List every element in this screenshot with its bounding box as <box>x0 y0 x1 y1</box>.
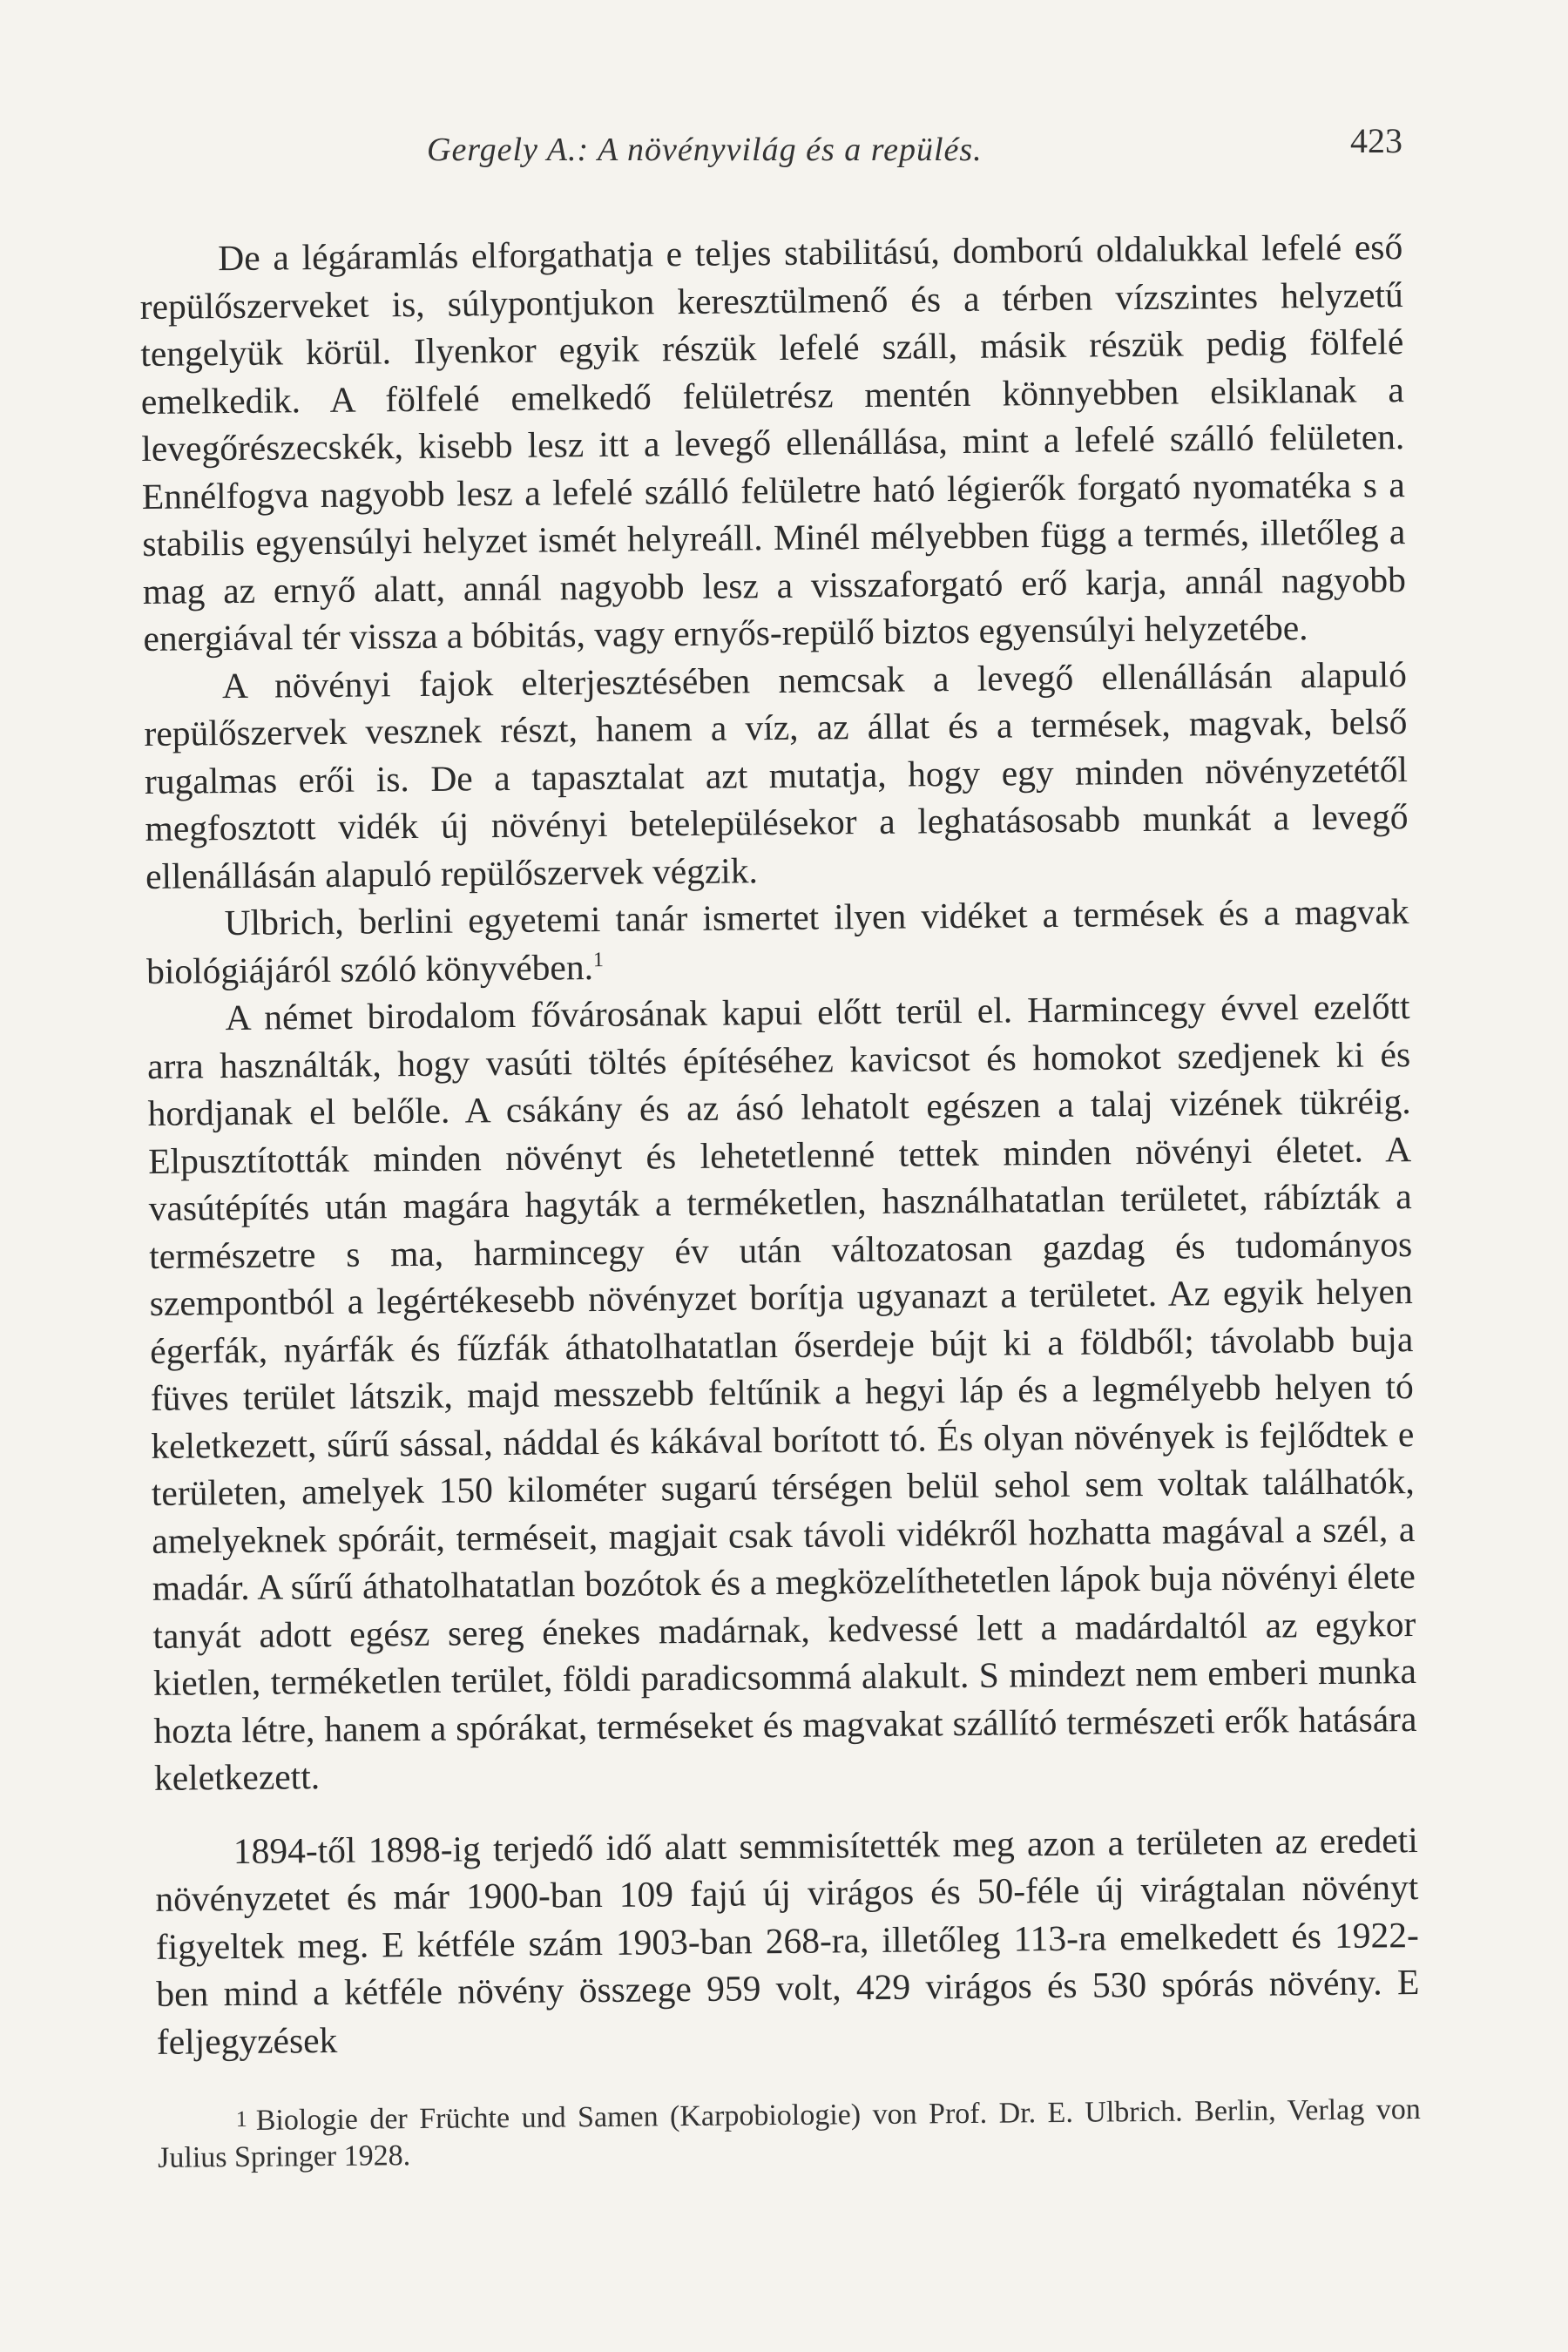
footnote <box>158 2090 1422 2177</box>
page-number: 423 <box>1350 121 1402 160</box>
paragraph-3-text: Ulbrich, berlini egyetemi tanár ismertet ilyen vidéket a termések és a magvak biológiájáról szóló könyvében. <box>145 891 1409 991</box>
body-text <box>139 223 1422 2207</box>
footnote-reference: 1 <box>592 948 605 971</box>
running-head: Gergely A.: A növényvilág és a repülés. <box>427 132 983 168</box>
footnote-mark: 1 <box>235 2105 247 2132</box>
footnote-text: Biologie der Früchte und Samen (Karpobiologie) von Prof. Dr. E. Ulbrich. Berlin, Verlag von Julius Springer 1928. <box>158 2092 1421 2174</box>
paragraph-2: A növényi fajok elterjesztésében nemcsak a levegő ellenállásán alapuló repülőszervek vesznek részt, hanem a víz, az állat és a termések, magvak, belső rugalmas erői is. De a tapasztalat azt mutatja, hogy egy minden növényzetétől megfosztott vidék új növényi betelepülésekor a leghatásosabb munkát a levegő ellenállásán alapuló repülőszervek végzik. <box>144 653 1409 896</box>
paragraph-1: De a légáramlás elforgathatja e teljes stabilitású, domború oldalukkal lefelé eső repülőszerveket is, súlypontjukon keresztülmenő és a térben vízszintes helyzetű tengelyük körül. Ilyenkor egyik részük lefelé száll, másik részük pedig fölfelé emelkedik. A fölfelé emelkedő felületrész mentén könnyebben elsiklanak a levegőrészecskék, kisebb lesz itt a levegő ellenállása, mint a lefelé szálló felületen. Ennélfogva nagyobb lesz a lefelé szálló felületre ható légierők forgató nyomatéka s a stabilis egyensúlyi helyzet ismét helyreáll. Minél mélyebben függ a termés, illetőleg a mag az ernyő alatt, annál nagyobb lesz a visszaforgató erő karja, annál nagyobb energiával tér vissza a bóbitás, vagy ernyős-repülő biztos egyensúlyi helyzetébe. <box>139 226 1407 659</box>
paragraph-5: 1894-től 1898-ig terjedő idő alatt semmisítették meg azon a területen az eredeti növényzetet és már 1900-ban 109 fajú új virágos és 50-féle új virágtalan növényt figyeltek meg. E kétféle szám 1903-ban 268-ra, illetőleg 113-ra emelkedett és 1922-ben mind a kétféle növény összege 959 volt, 429 virágos és 530 spórás növény. E feljegyzések <box>155 1819 1420 2062</box>
paragraph-3 <box>145 888 1409 995</box>
paragraph-4: A német birodalom fővárosának kapui előtt terül el. Harmincegy évvel ezelőtt arra használták, hogy vasúti töltés építéséhez kavicsot és homokot szedjenek ki és hordjanak el belőle. A csákány és az ásó lehatolt egészen a talaj vizének tükréig. Elpusztították minden növényt és lehetetlenné tettek minden növényi életet. A vasútépítés után magára hagyták a terméketlen, használhatatlan területet, rábízták a természetre s ma, harmincegy év után változatosan gazdag és tudományos szempontból a legértékesebb növényzet borítja ugyanazt a területet. Az egyik helyen égerfák, nyárfák és fűzfák áthatolhatatlan őserdeje bújt ki a földből; távolabb buja füves terület látszik, majd messzebb feltűnik a hegyi láp és a legmélyebb helyen tó keletkezett, sűrű sással, náddal és kákával borított tó. És olyan növények is fejlődtek e területen, amelyek 150 kilométer sugarú térségen belül sehol sem voltak találhatók, amelyeknek spóráit, terméseit, magjait csak távoli vidékről hozhatta magával a szél, a madár. A sűrű áthatolhatatlan bozótok és a megközelíthetetlen lápok buja növényi élete tanyát adott egész sereg énekes madárnak, kedvessé lett a madárdaltól az egykor kietlen, terméketlen terület, földi paradicsommá alakult. S mindezt nem emberi munka hozta létre, hanem a spórákat, terméseket és magvakat szállító természeti erők hatására keletkezett. <box>146 986 1417 1798</box>
page-header <box>157 121 1411 183</box>
